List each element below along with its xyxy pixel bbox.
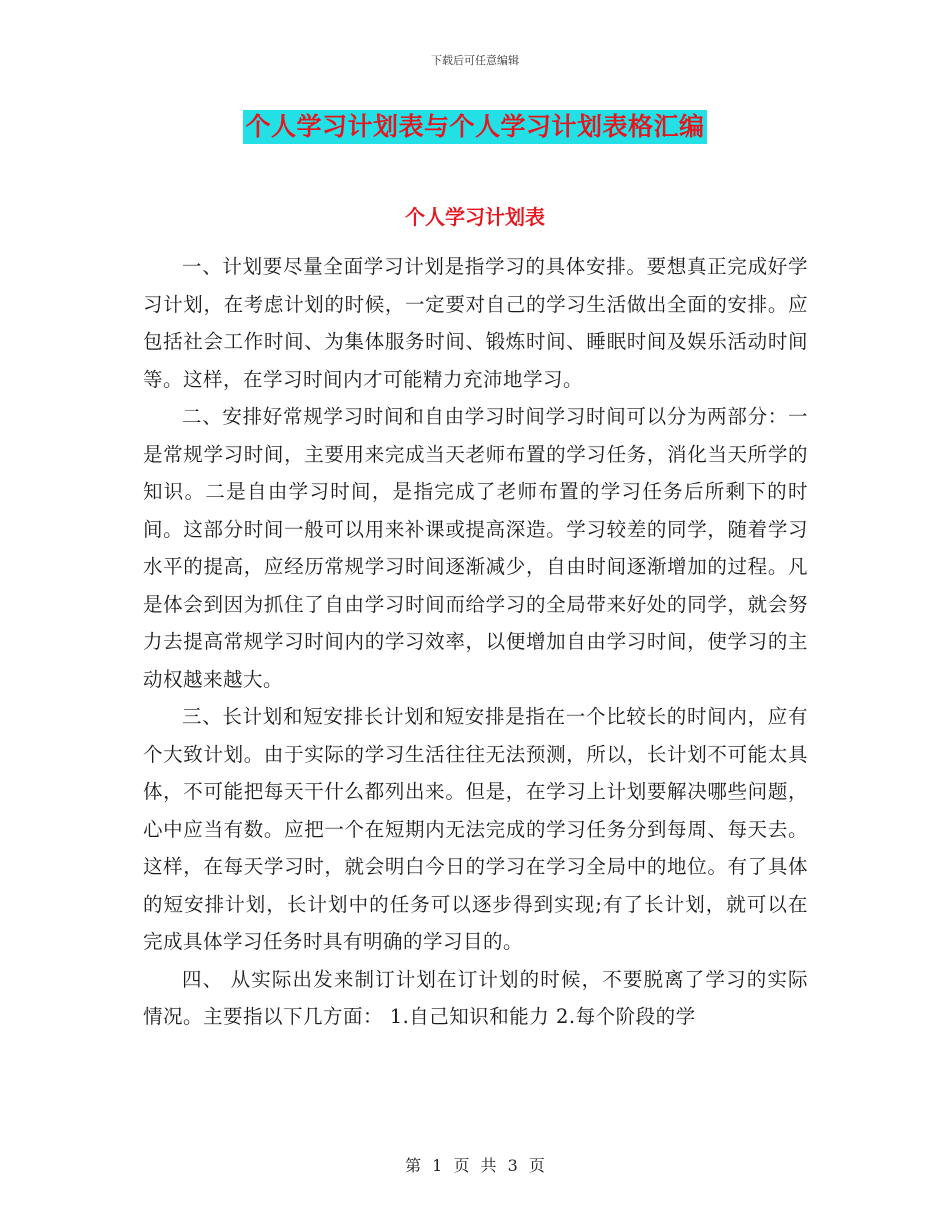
page-header-note: 下载后可任意编辑: [431, 54, 519, 67]
paragraph-1: 一、计划要尽量全面学习计划是指学习的具体安排。要想真正完成好学习计划，在考虑计划的时候，一定要对自己的学习生活做出全面的安排。应包括社会工作时间、为集体服务时间、锻炼时间、睡眠时间及娱乐活动时间等。这样，在学习时间内才可能精力充沛地学习。: [143, 255, 808, 391]
document-title: 个人学习计划表与个人学习计划表格汇编: [243, 110, 706, 144]
section-title: 个人学习计划表: [405, 205, 545, 229]
paragraph-3: 三、长计划和短安排长计划和短安排是指在一个比较长的时间内，应有个大致计划。由于实际的学习生活往往无法预测，所以，长计划不可能太具体，不可能把每天干什么都列出来。但是，在学习上计划要解决哪些问题，心中应当有数。应把一个在短期内无法完成的学习任务分到每周、每天去。这样，在每天学习时，就会明白今日的学习在学习全局中的地位。有了具体的短安排计划，长计划中的任务可以逐步得到实现;有了长计划，就可以在完成具体学习任务时具有明确的学习目的。: [143, 705, 808, 953]
paragraph-2: 二、安排好常规学习时间和自由学习时间学习时间可以分为两部分：一是常规学习时间，主要用来完成当天老师布置的学习任务，消化当天所学的知识。二是自由学习时间，是指完成了老师布置的学习任务后所剩下的时间。这部分时间一般可以用来补课或提高深造。学习较差的同学，随着学习水平的提高，应经历常规学习时间逐渐减少，自由时间逐渐增加的过程。凡是体会到因为抓住了自由学习时间而给学习的全局带来好处的同学，就会努力去提高常规学习时间内的学习效率，以便增加自由学习时间，使学习的主动权越来越大。: [143, 405, 808, 691]
document-title-container: [0, 110, 950, 144]
paragraph-4: 四、 从实际出发来制订计划在订计划的时候，不要脱离了学习的实际情况。主要指以下几方面： 1.自己知识和能力 2.每个阶段的学: [143, 967, 808, 1028]
document-body: [143, 248, 808, 1036]
page-number-footer: 第 1 页 共 3 页: [405, 1156, 545, 1175]
